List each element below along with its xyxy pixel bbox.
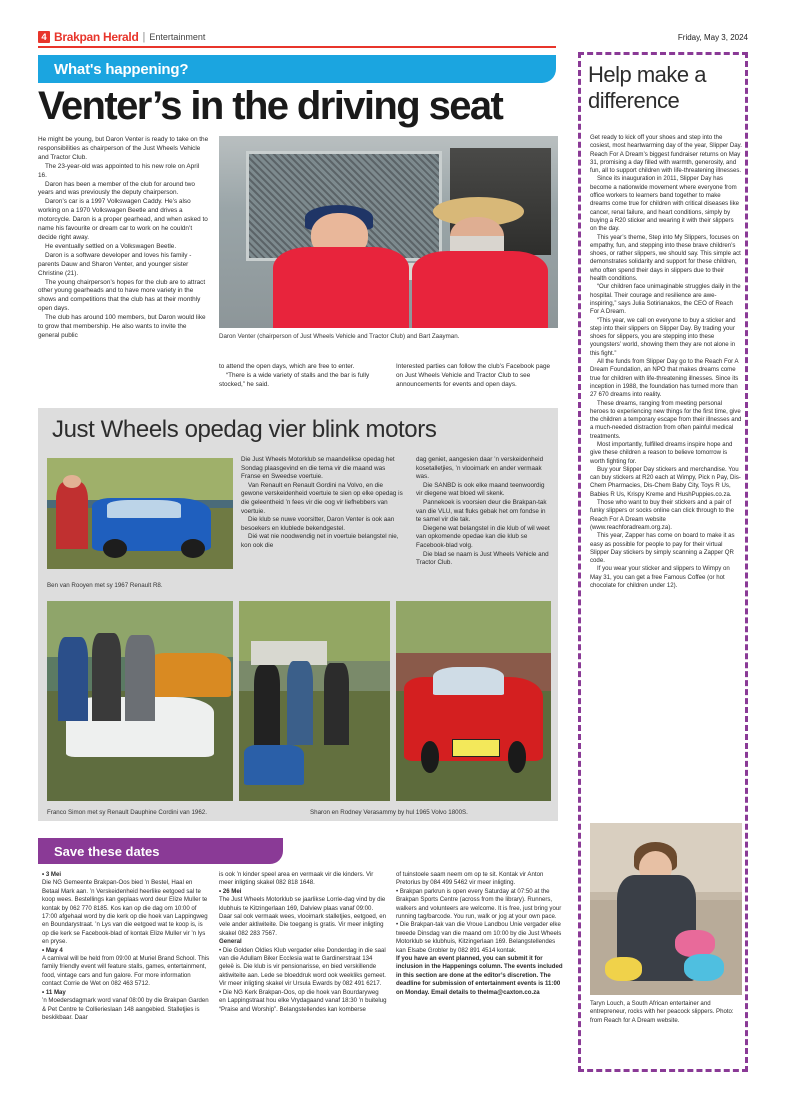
paragraph: Die klub se nuwe voorsitter, Daron Venter is ook aan besoekers en klublede bekendgestel.	[241, 516, 395, 532]
just-wheels-photo-volvo-1800s	[396, 601, 551, 801]
paragraph: Most importantly, fulfilled dreams inspire hope and give these children a reason to believe tomorrow is worth fighting for.	[590, 440, 733, 465]
paragraph: Die blad se naam is Just Wheels Vehicle and Tractor Club.	[416, 550, 549, 567]
paragraph: Pannekoek is voorsien deur die Brakpan-tak van die VLU, wat fluks gebak het om fondse in te samel vir die tak.	[416, 498, 547, 524]
event-date-heading: • 11 May	[42, 988, 66, 996]
masthead-section: Entertainment	[149, 32, 206, 42]
save-these-dates-banner	[38, 838, 283, 864]
event-detail: • Die Brakpan-tak van die Vroue Landbou Unie vergader elke tweede Dinsdag van die maand om 10:00 by die Just Wheels Motorklub se klubhuis, Kitzingerlaan 169. Belangstellendes kan Elsabe Grobler by 082 891 4514 kontak.	[396, 921, 562, 954]
article-column-1	[38, 136, 209, 341]
paragraph: He might be young, but Daron Venter is ready to take on the responsibilities as chairperson of the Just Wheels Vehicle and Tractor Club.	[38, 136, 209, 161]
whats-happening-banner	[38, 55, 556, 83]
event-detail: of tuinstoele saam neem om op te sit. Kontak vir Anton Pretorius by 084 499 5462 vir meer inligting.	[396, 871, 544, 887]
just-wheels-heading: Just Wheels opedag vier blink motors	[52, 416, 437, 443]
masthead-date: Friday, May 3, 2024	[677, 32, 748, 42]
paragraph: Those who want to buy their stickers and a pair of funky slippers or socks online can click through to the Reach For A Dream website (www.reachforadream.org.za).	[590, 499, 734, 531]
page-title: Venter’s in the driving seat	[38, 84, 503, 128]
paragraph: Dié wat nie noodwendig net in voertuie belangstel nie, kon ook die	[241, 533, 399, 549]
paragraph: If you wear your sticker and slippers to Wimpy on May 31, you can get a free Famous Coffee (or hot chocolate for children under 12).	[590, 565, 730, 590]
paragraph: Buy your Slipper Day stickers and merchandise. You can buy stickers at R20 each at Wimpy, Pick n Pay, Dis-Chem Pharmacies, Dis-Chem Baby City, Toys R Us, Babies R Us, Krispy Kreme and HushPuppies.co.za.	[590, 465, 741, 498]
page-number: 4	[38, 31, 50, 43]
paragraph: Get ready to kick off your shoes and step into the cosiest, most heartwarming day of the year, Slipper Day. Reach For A Dream’s biggest fundraiser returns on May 31, promising a day filled with warmth, generosity, and fun, all to support children with life-threatening illnesses.	[590, 134, 742, 175]
sidebar-photo-slippers	[590, 823, 742, 995]
event-detail: The Just Wheels Motorklub se jaarlikse Lorrie-dag vind by die klubhuis te Kitzingerlaan 169, Dalview plaas vanaf 09:00. Daar sal ook vermaak wees, vlooimark stalletjies, eetgoed, en vele ander aktiwiteite. Die toegang is gratis. Vir meer inligting skakel 082 283 7567.	[219, 896, 386, 937]
event-detail: is ook ’n kinder speel area en vermaak vir die kinders. Vir meer inligting skakel 082 818 1648.	[219, 871, 374, 887]
just-wheels-column-1	[241, 456, 405, 551]
sidebar-photo-caption: Taryn Louch, a South African entertainer and entrepreneur, rocks with her peacock slippers. Photo: from Reach for A Dream website.	[590, 1000, 734, 1024]
just-wheels-caption-3: Sharon en Rodney Verasammy by hul 1965 Volvo 1800S.	[310, 809, 468, 816]
paragraph: Diegene wat belangstel in die klub of wil weet van opkomende opedae kan die klub se Facebook-blad volg.	[416, 524, 550, 549]
paragraph: He eventually settled on a Volkswagen Beetle.	[45, 242, 177, 250]
paper-name: Brakpan Herald	[54, 30, 139, 44]
paragraph: Daron is a software developer and loves his family - parents Dauw and Sharon Venter, and younger sister Christine (21).	[38, 251, 192, 277]
paragraph: Interested parties can follow the club’s Facebook page on Just Wheels Vehicle and Tractor Club to see announcements for events and open days.	[396, 363, 551, 388]
paragraph: The 23-year-old was appointed to his new role on April 16.	[38, 162, 200, 179]
event-detail: • Die NG Kerk Brakpan-Oos, op die hoek van Bourdaryweg en Lappingstraat hou elke Vrydagaand vanaf 18:30 ’n buitelug “Praise and Worship”. Belangstellendes kan komberse	[219, 988, 387, 1013]
whats-happening-label: What's happening?	[54, 61, 189, 78]
just-wheels-caption-1: Ben van Rooyen met sy 1967 Renault R8.	[47, 582, 163, 589]
paragraph: All the funds from Slipper Day go to the Reach For A Dream Foundation, an NPO that makes dreams come true for children with life-threatening illnesses. Since its inception in 1988, the foundation has turned more than 27 670 dreams into reality.	[590, 358, 739, 399]
sidebar-body	[590, 134, 742, 590]
main-article-photo	[219, 136, 558, 328]
event-detail: • Die Golden Oldies Klub vergader elke Donderdag in die saal van die Adullam Biker Ecclesia wat te Gardinerstraat 134 geleë is. Die klub is vir pensionarisse, en bied verskillende aktiwiteite aan. Lede se bloeddruk word ook weekliks gemeet. Vir meer inligting skakel vir Ursula Ewards by 082 491 6217.	[219, 946, 386, 988]
paragraph: The young chairperson’s hopes for the club are to attract other young gearheads and to have more variety in the shows and competitions that the club has at their monthly open days.	[38, 278, 206, 313]
save-dates-column-1	[42, 871, 210, 1022]
paragraph: The club has around 100 members, but Daron would like to grow that membership. He also wants to invite the general public	[38, 314, 206, 339]
article-column-3	[396, 363, 558, 390]
paragraph: This year’s theme, Step into My Slippers, focuses on empathy, fun, and stepping into these brave children’s shoes, or rather slippers, we should say. This simple act demonstrates solidarity and support for these children, who often spend their days in slippers due to their health conditions.	[590, 233, 741, 283]
event-date-heading: • 26 Mei	[219, 887, 242, 895]
paragraph: dag geniet, aangesien daar ’n verskeidenheid kosetalletjies, ’n vlooimark en ander vermaak was.	[416, 456, 544, 481]
paragraph: Daron has been a member of the club for around two years and was previously the deputy chairperson.	[38, 180, 195, 197]
just-wheels-column-2	[416, 456, 551, 568]
event-detail: A carnival will be held from 09:00 at Muriel Brand School. This family friendly event will feature stalls, games, entertainment, food, vintage cars and fun galore. For more information contact Corrie de Wet on 082 463 5712.	[42, 955, 210, 988]
paragraph: Die Just Wheels Motorklub se maandelikse opedag het Sondag plaasgevind en die tema vir die maand was Franse en Sweedse voertuie.	[241, 456, 395, 481]
paragraph: “There is a wide variety of stalls and the bar is fully stocked,” he said.	[219, 371, 370, 388]
save-these-dates-label: Save these dates	[54, 844, 160, 859]
main-photo-caption: Daron Venter (chairperson of Just Wheels Vehicle and Tractor Club) and Bart Zaayman.	[219, 333, 460, 340]
paragraph: to attend the open days, which are free to enter.	[219, 363, 355, 370]
article-column-2	[219, 363, 386, 390]
paragraph: Die SANBD is ook elke maand teenwoordig vir diegene wat bloed wil skenk.	[416, 481, 545, 498]
save-dates-column-3	[396, 871, 566, 997]
paragraph: Since its inauguration in 2011, Slipper Day has become a nationwide movement where everyone from office workers to learners band together to make dreams come true for children with critical diseases like cancer, renal failure, and heart conditions, simply by buying a R20 sticker and wearing it with their slippers on the day.	[590, 175, 740, 233]
masthead-separator: |	[142, 31, 146, 43]
event-date-heading: • 3 Mei	[42, 871, 62, 878]
masthead-rule	[38, 46, 556, 48]
paragraph: “Our children face unimaginable struggles daily in the hospital. Their courage and resilience are awe-inspiring,” says Julia Sotirianakos, the CEO of Reach For A Dream.	[590, 283, 741, 316]
paragraph: Daron’s car is a 1997 Volkswagen Caddy. He’s also working on a 1970 Volkswagen Beetle and drives a motorcycle. Daron is a proper gearhead, and when asked to name his favourite or dream car to work on he couldn’t decide right away.	[38, 198, 208, 241]
save-dates-column-2	[219, 871, 387, 1014]
event-detail: If you have an event planned, you can submit it for inclusion in the Happenings column. The events included in this section are done at the editor’s discretion. The deadline for submission of entertainment events is 11:00 on Monday. Email details to thelma@caxton.co.za	[396, 955, 563, 996]
just-wheels-photo-renault-r8	[47, 458, 233, 569]
just-wheels-caption-2: Franco Simon met sy Renault Dauphine Cordini van 1962.	[47, 809, 207, 816]
sidebar-heading: Help make a difference	[588, 62, 707, 113]
event-detail: Die NG Gemeente Brakpan-Oos bied ’n Bestel, Haal en Betaal Mark aan. ’n Verskeidenheid heerlike eetgoed sal te koop wees. Bestellings kan geplaas word deur Elize Muller te kontak by 062 770 8185. Kos kan op die dag om 10:00 of 17:00 afgehaal word by die kerk op die hoek van Lappingweg en Boundarystraat. ’n Lys van die eetgoed wat te koop is, is op die kerk se Facebook-blad of kontak Elize Muller vir ’n lys en pryse.	[42, 879, 208, 946]
event-date-heading: • May 4	[42, 946, 63, 954]
event-detail: ’n Moedersdagmark word vanaf 08:00 by die Brakpan Garden & Pet Centre te Collierieslaan 148 aangebied. Stalletjies is beskikbaar. Daar	[42, 997, 209, 1021]
masthead	[38, 28, 748, 46]
paragraph: “This year, we call on everyone to buy a sticker and step into their slippers on Slipper Day. By trading your shoes for slippers, you are stepping into these youngsters’ world, showing them they are not alone in this fight.”	[590, 316, 736, 357]
just-wheels-photo-crowd	[239, 601, 390, 801]
event-date-heading: General	[219, 938, 242, 946]
paragraph: This year, Zapper has come on board to make it as easy as possible for people to pay for their virtual Slipper Day stickers by simply scanning a Zapper QR code.	[590, 532, 735, 565]
paragraph: Van Renault en Renault Gordini na Volvo, en die gewone verskeidenheid voertuie te sien op elke opedag is die geleentheid ’n fees vir die oog vir liefhebbers van voertuie.	[241, 481, 403, 515]
just-wheels-photo-group	[47, 601, 233, 801]
event-detail: • Brakpan parkrun is open every Saturday at 07:50 at the Brakpan Sports Centre (across from the library). Runners, walkers and volunteers are welcome. It is free, just bring your running tag/barcode. You run, walk or jog at your own pace.	[396, 887, 562, 921]
paragraph: These dreams, ranging from meeting personal heroes to experiencing new things for the first time, give the children a temporary escape from their illnesses and a much-needed distraction from often painful medical treatments.	[590, 399, 742, 440]
